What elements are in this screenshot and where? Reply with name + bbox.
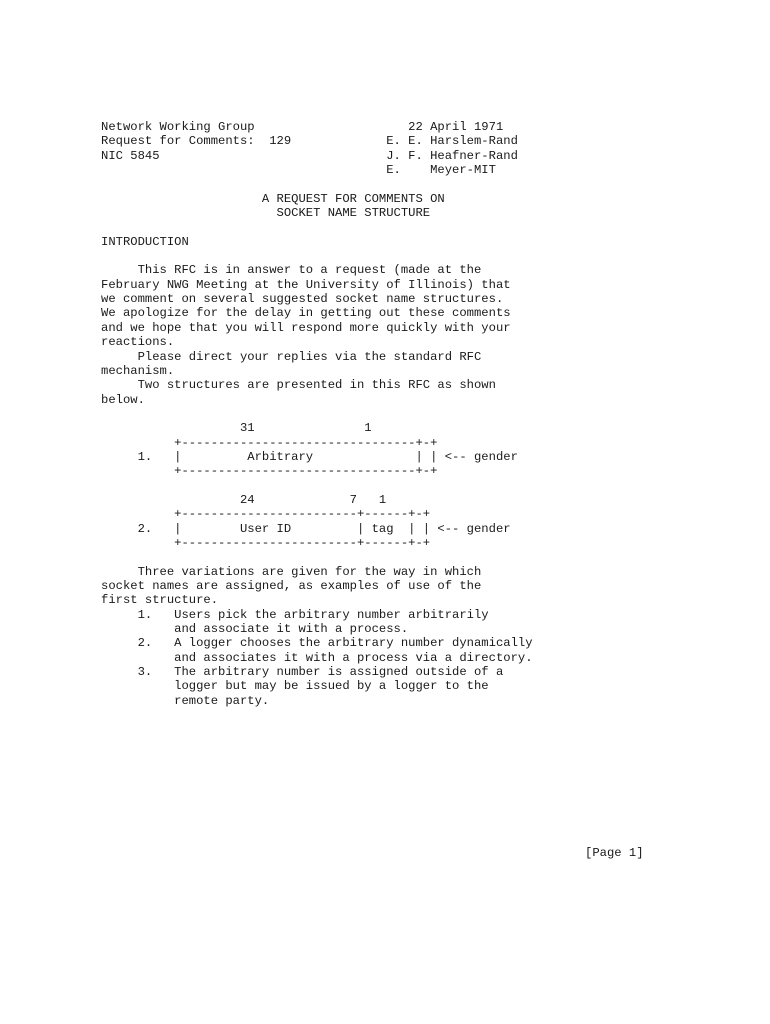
paragraph-line: February NWG Meeting at the University of Illinois) that: [101, 277, 511, 292]
list-item-line: 1. Users pick the arbitrary number arbitrarily: [101, 607, 489, 622]
blank-line: [101, 407, 533, 421]
paragraph-line: This RFC is in answer to a request (made at the: [101, 263, 482, 278]
diagram-2-bit-labels: 24 7 1: [101, 492, 387, 507]
blank-line: [101, 550, 533, 564]
paragraph-line: socket names are assigned, as examples of use of the: [101, 579, 482, 593]
blank-line: [101, 479, 533, 493]
list-item-line: 2. A logger chooses the arbitrary number dynamically: [101, 636, 533, 651]
list-item-line: remote party.: [101, 693, 270, 708]
paragraph-line: Please direct your replies via the standard RFC: [101, 349, 482, 364]
diagram-1-fields: 1. | Arbitrary | | <-- gender: [101, 449, 518, 464]
list-item-line: logger but may be issued by a logger to the: [101, 679, 489, 694]
header-line-1: Network Working Group 22 April 1971: [101, 120, 504, 134]
list-item-line: 3. The arbitrary number is assigned outside of a: [101, 665, 504, 680]
list-item-line: and associate it with a process.: [101, 622, 409, 637]
rfc-body-text: [101, 120, 533, 708]
diagram-2-top-border: +------------------------+------+-+: [101, 507, 431, 522]
diagram-1-bottom-border: +--------------------------------+-+: [101, 464, 438, 479]
paragraph-line: we comment on several suggested socket name structures.: [101, 292, 504, 307]
title-line-2: SOCKET NAME STRUCTURE: [101, 206, 431, 221]
paragraph-line: and we hope that you will respond more quickly with your: [101, 320, 511, 335]
paragraph-line: Three variations are given for the way in which: [101, 564, 482, 579]
header-line-3: NIC 5845 J. F. Heafner-Rand: [101, 148, 518, 163]
header-line-2: Request for Comments: 129 E. E. Harslem-Rand: [101, 134, 518, 149]
section-heading: INTRODUCTION: [101, 234, 189, 249]
list-item-line: and associates it with a process via a directory.: [101, 650, 533, 665]
diagram-1-top-border: +--------------------------------+-+: [101, 435, 438, 450]
title-line-1: A REQUEST FOR COMMENTS ON: [101, 191, 445, 206]
blank-line: [101, 220, 533, 234]
blank-line: [101, 177, 533, 191]
diagram-2-fields: 2. | User ID | tag | | <-- gender: [101, 521, 511, 536]
page-number: [Page 1]: [585, 846, 644, 860]
paragraph-line: Two structures are presented in this RFC as shown: [101, 378, 496, 393]
paragraph-line: mechanism.: [101, 363, 175, 378]
paragraph-line: below.: [101, 392, 145, 407]
diagram-2-bottom-border: +------------------------+------+-+: [101, 535, 431, 550]
paragraph-line: first structure.: [101, 593, 219, 608]
blank-line: [101, 249, 533, 263]
header-line-4: E. Meyer-MIT: [101, 163, 496, 178]
paragraph-line: We apologize for the delay in getting out these comments: [101, 306, 511, 321]
paragraph-line: reactions.: [101, 335, 175, 350]
diagram-1-bit-labels: 31 1: [101, 421, 372, 436]
